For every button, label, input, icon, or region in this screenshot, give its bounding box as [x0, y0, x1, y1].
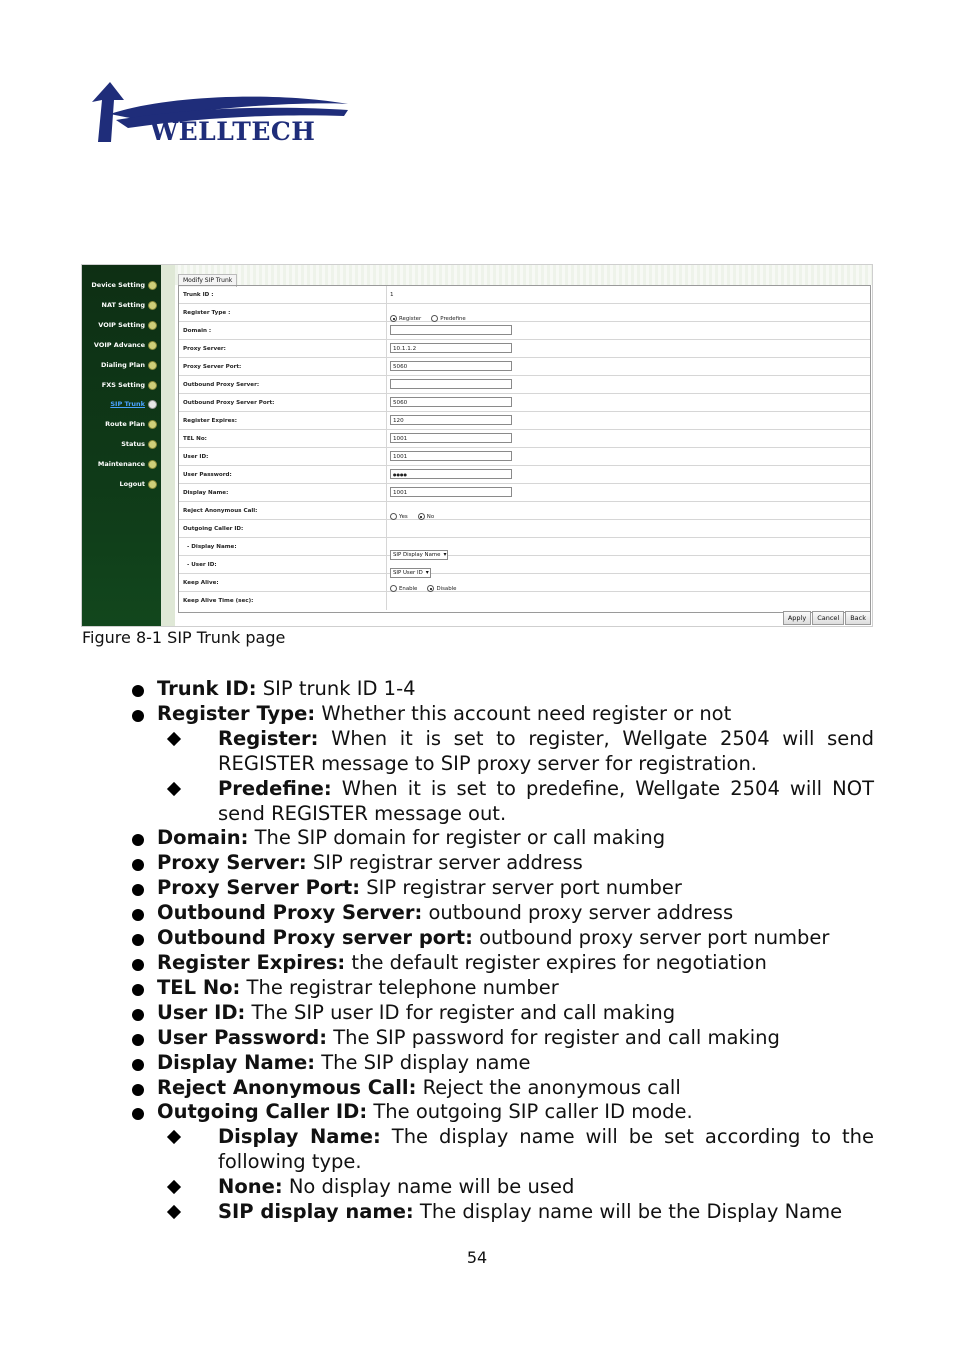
display-name-input[interactable]: 1001 — [390, 487, 512, 497]
down-arrow-icon — [148, 321, 157, 330]
back-button[interactable]: Back — [845, 611, 871, 625]
row-register-type: Register Type : Register Predefine — [179, 304, 870, 322]
sidebar-item-maintenance[interactable]: Maintenance — [98, 457, 157, 471]
tab-modify-sip-trunk[interactable]: Modify SIP Trunk — [178, 274, 237, 287]
list-item: Domain: The SIP domain for register or call making — [128, 826, 874, 851]
list-item: Outgoing Caller ID: The outgoing SIP caller ID mode. — [128, 1100, 874, 1125]
page-number: 54 — [466, 1248, 488, 1267]
sidebar-item-voip-advance[interactable]: VOIP Advance — [94, 338, 157, 352]
cancel-button[interactable]: Cancel — [812, 611, 844, 625]
chevron-down-icon: ▾ — [425, 569, 429, 576]
bullet-icon — [132, 1084, 144, 1096]
row-reject-anonymous: Reject Anonymous Call: Yes No — [179, 502, 870, 520]
diamond-bullet-icon — [167, 1180, 181, 1194]
main-panel — [175, 265, 872, 626]
reject-yes-radio[interactable]: Yes — [390, 513, 408, 520]
down-arrow-icon — [148, 381, 157, 390]
bullet-icon — [132, 909, 144, 921]
list-item: Outbound Proxy server port: outbound proxy server port number — [128, 926, 874, 951]
sub-list-item: None: No display name will be used — [128, 1175, 874, 1200]
apply-button[interactable]: Apply — [783, 611, 811, 625]
list-item: TEL No: The registrar telephone number — [128, 976, 874, 1001]
list-item: Reject Anonymous Call: Reject the anonymous call — [128, 1076, 874, 1101]
bullet-icon — [132, 685, 144, 697]
down-arrow-icon — [148, 440, 157, 449]
down-arrow-icon — [148, 301, 157, 310]
down-arrow-icon — [148, 420, 157, 429]
down-arrow-icon — [148, 281, 157, 290]
list-item: Trunk ID: SIP trunk ID 1-4 — [128, 677, 874, 702]
outbound-proxy-server-port-input[interactable]: 5060 — [390, 397, 512, 407]
sidebar-item-logout[interactable]: Logout — [120, 477, 157, 491]
row-user-id: User ID: 1001 — [179, 448, 870, 466]
logo-text: WELLTECH — [150, 117, 316, 146]
row-register-expires: Register Expires: 120 — [179, 412, 870, 430]
row-proxy-server: Proxy Server: 10.1.1.2 — [179, 340, 870, 358]
row-outbound-proxy-server: Outbound Proxy Server: — [179, 376, 870, 394]
bullet-icon — [132, 984, 144, 996]
bullet-icon — [132, 1009, 144, 1021]
field-description-list — [128, 677, 874, 1225]
down-arrow-icon — [148, 341, 157, 350]
sidebar-item-sip-trunk[interactable]: SIP Trunk — [110, 397, 157, 411]
form-buttons — [783, 611, 871, 625]
diamond-bullet-icon — [167, 1130, 181, 1144]
bullet-icon — [132, 859, 144, 871]
bullet-icon — [132, 1059, 144, 1071]
domain-input[interactable] — [390, 325, 512, 335]
user-id-input[interactable]: 1001 — [390, 451, 512, 461]
sidebar-item-nat-setting[interactable]: NAT Setting — [102, 298, 157, 312]
register-radio[interactable]: Register — [390, 315, 421, 322]
chevron-down-icon: ▾ — [443, 551, 447, 558]
list-item: Register Expires: the default register expires for negotiation — [128, 951, 874, 976]
sub-list-item: Display Name: The display name will be set according to the following type. — [128, 1125, 874, 1175]
row-oc-display-name: - Display Name: SIP Display Name ▾ — [179, 538, 870, 556]
sidebar-item-voip-setting[interactable]: VOIP Setting — [98, 318, 157, 332]
sub-list-item: SIP display name: The display name will be the Display Name — [128, 1200, 874, 1225]
sidebar-item-dialing-plan[interactable]: Dialing Plan — [101, 358, 157, 372]
sidebar-item-route-plan[interactable]: Route Plan — [105, 417, 157, 431]
list-item: Display Name: The SIP display name — [128, 1051, 874, 1076]
row-outgoing-caller-id: Outgoing Caller ID: — [179, 520, 870, 538]
keep-alive-enable-radio[interactable]: Enable — [390, 585, 417, 592]
bullet-icon — [132, 1108, 144, 1120]
bullet-icon — [132, 959, 144, 971]
row-trunk-id: Trunk ID : 1 — [179, 286, 870, 304]
top-band — [175, 265, 872, 285]
bullet-icon — [132, 834, 144, 846]
bullet-icon — [132, 934, 144, 946]
right-arrow-icon — [148, 400, 157, 409]
row-user-password: User Password: ●●●● — [179, 466, 870, 484]
sidebar-item-status[interactable]: Status — [121, 437, 157, 451]
sip-trunk-screenshot — [81, 264, 873, 627]
sidebar-item-device-setting[interactable]: Device Setting — [91, 278, 157, 292]
list-item: User Password: The SIP password for register and call making — [128, 1026, 874, 1051]
row-oc-user-id: - User ID: SIP User ID ▾ — [179, 556, 870, 574]
row-display-name: Display Name: 1001 — [179, 484, 870, 502]
sidebar — [82, 265, 161, 627]
list-item: Proxy Server: SIP registrar server address — [128, 851, 874, 876]
outbound-proxy-server-input[interactable] — [390, 379, 512, 389]
row-domain: Domain : — [179, 322, 870, 340]
keep-alive-disable-radio[interactable]: Disable — [427, 585, 456, 592]
display-name-select[interactable]: SIP Display Name ▾ — [390, 550, 448, 560]
trunk-id-value: 1 — [390, 292, 394, 298]
down-arrow-icon — [148, 361, 157, 370]
predefine-radio[interactable]: Predefine — [431, 315, 465, 322]
user-id-select[interactable]: SIP User ID ▾ — [390, 568, 431, 578]
user-password-input[interactable]: ●●●● — [390, 469, 512, 479]
row-outbound-proxy-server-port: Outbound Proxy Server Port: 5060 — [179, 394, 870, 412]
diamond-bullet-icon — [167, 732, 181, 746]
list-item: Outbound Proxy Server: outbound proxy server address — [128, 901, 874, 926]
list-item: User ID: The SIP user ID for register and call making — [128, 1001, 874, 1026]
bullet-icon — [132, 710, 144, 722]
bullet-icon — [132, 1034, 144, 1046]
row-keep-alive-time: Keep Alive Time (sec): — [179, 592, 870, 610]
sidebar-item-fxs-setting[interactable]: FXS Setting — [102, 378, 157, 392]
figure-caption: Figure 8-1 SIP Trunk page — [82, 628, 286, 647]
svg-text:w: w — [124, 127, 137, 142]
reject-no-radio[interactable]: No — [418, 513, 434, 520]
bullet-icon — [132, 884, 144, 896]
proxy-server-port-input[interactable]: 5060 — [390, 361, 512, 371]
row-tel-no: TEL No: 1001 — [179, 430, 870, 448]
register-expires-input[interactable]: 120 — [390, 415, 512, 425]
list-item: Proxy Server Port: SIP registrar server port number — [128, 876, 874, 901]
sip-trunk-form — [178, 285, 871, 613]
sub-list-item: Predefine: When it is set to predefine, Wellgate 2504 will NOT send REGISTER message out. — [128, 777, 874, 827]
down-arrow-icon — [148, 460, 157, 469]
diamond-bullet-icon — [167, 782, 181, 796]
list-item: Register Type: Whether this account need register or not — [128, 702, 874, 727]
proxy-server-input[interactable]: 10.1.1.2 — [390, 343, 512, 353]
tel-no-input[interactable]: 1001 — [390, 433, 512, 443]
welltech-logo — [80, 80, 352, 146]
sub-list-item: Register: When it is set to register, Wellgate 2504 will send REGISTER message to SIP proxy server for registration. — [128, 727, 874, 777]
row-keep-alive: Keep Alive: Enable Disable — [179, 574, 870, 592]
row-proxy-server-port: Proxy Server Port: 5060 — [179, 358, 870, 376]
sidebar-edge — [161, 265, 175, 627]
diamond-bullet-icon — [167, 1205, 181, 1219]
down-arrow-icon — [148, 480, 157, 489]
